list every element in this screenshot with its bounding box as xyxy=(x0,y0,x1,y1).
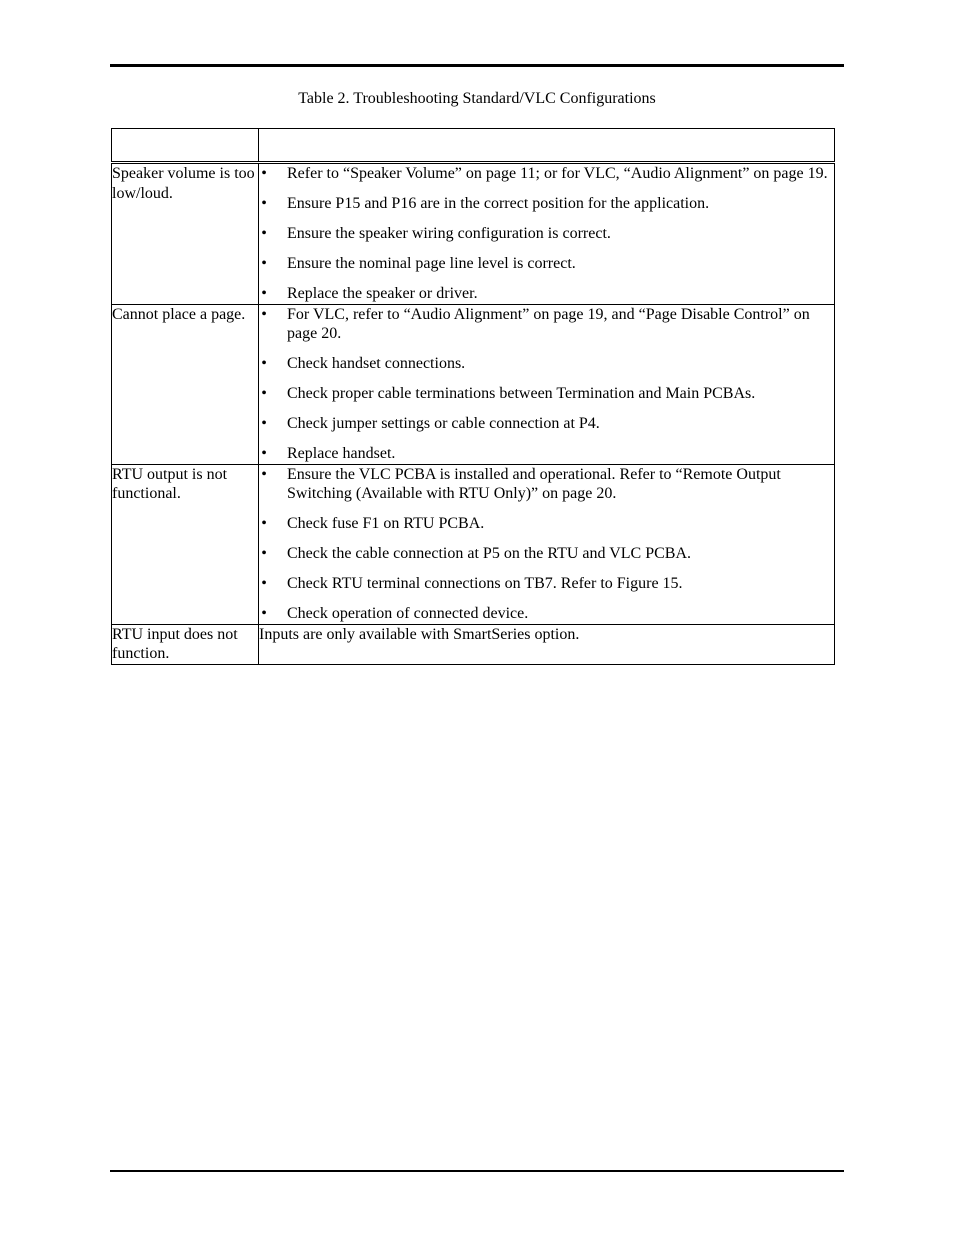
table-row xyxy=(112,304,835,464)
action-item xyxy=(259,604,834,624)
table-caption: Table 2. Troubleshooting Standard/VLC Configurations xyxy=(298,90,656,107)
action-text: Ensure the nominal page line level is correct. xyxy=(287,255,576,272)
table-row xyxy=(112,464,835,624)
table-header-row xyxy=(112,129,835,163)
action-list xyxy=(259,465,834,624)
header-rule xyxy=(110,64,844,67)
action-text: Ensure the speaker wiring configuration is correct. xyxy=(287,225,611,242)
bullet-icon: • xyxy=(261,255,267,272)
actions-cell xyxy=(259,163,835,305)
bullet-icon: • xyxy=(261,305,267,323)
header-cell-action xyxy=(259,129,835,163)
bullet-icon: • xyxy=(261,605,267,622)
action-item xyxy=(259,384,834,404)
action-text: Ensure the VLC PCBA is installed and operational. Refer to “Remote Output Switching (Available with RTU Only)” on page 20. xyxy=(287,465,781,502)
bullet-icon: • xyxy=(261,545,267,562)
action-text: Ensure P15 and P16 are in the correct position for the application. xyxy=(287,195,710,212)
table-row xyxy=(112,624,835,664)
action-text: Check proper cable terminations between Termination and Main PCBAs. xyxy=(287,385,756,402)
bullet-icon: • xyxy=(261,355,267,372)
action-item xyxy=(259,254,834,274)
action-item xyxy=(259,194,834,214)
bullet-icon: • xyxy=(261,575,267,592)
symptom-cell: Speaker volume is too low/loud. xyxy=(112,163,259,305)
symptom-cell: RTU output is not functional. xyxy=(112,464,259,624)
action-text: Check handset connections. xyxy=(287,355,466,372)
action-item xyxy=(259,444,834,464)
action-text: Refer to “Speaker Volume” on page 11; or for VLC, “Audio Alignment” on page 19. xyxy=(287,165,828,182)
table-row xyxy=(112,163,835,305)
action-text: Check operation of connected device. xyxy=(287,605,529,622)
action-list xyxy=(259,305,834,464)
footer-rule xyxy=(110,1170,844,1172)
bullet-icon: • xyxy=(261,445,267,462)
action-text: For VLC, refer to “Audio Alignment” on page 19, and “Page Disable Control” on page 20. xyxy=(287,305,810,342)
action-text: Replace handset. xyxy=(287,445,396,462)
action-item xyxy=(259,465,834,504)
action-text: Check jumper settings or cable connection at P4. xyxy=(287,415,600,432)
action-item xyxy=(259,164,834,184)
action-item xyxy=(259,305,834,344)
action-item xyxy=(259,354,834,374)
action-item xyxy=(259,544,834,564)
action-text: Check fuse F1 on RTU PCBA. xyxy=(287,515,485,532)
bullet-icon: • xyxy=(261,415,267,432)
actions-cell xyxy=(259,304,835,464)
action-item xyxy=(259,224,834,244)
action-text: Replace the speaker or driver. xyxy=(287,285,478,302)
action-item xyxy=(259,514,834,534)
bullet-icon: • xyxy=(261,225,267,242)
action-item xyxy=(259,414,834,434)
action-item xyxy=(259,284,834,304)
symptom-cell: RTU input does not function. xyxy=(112,624,259,664)
bullet-icon: • xyxy=(261,285,267,302)
action-text: Check RTU terminal connections on TB7. Refer to Figure 15. xyxy=(287,575,683,592)
action-item xyxy=(259,574,834,594)
bullet-icon: • xyxy=(261,465,267,483)
troubleshooting-table xyxy=(111,128,835,665)
bullet-icon: • xyxy=(261,165,267,182)
header-cell-symptom xyxy=(112,129,259,163)
symptom-cell: Cannot place a page. xyxy=(112,304,259,464)
action-list xyxy=(259,164,834,304)
bullet-icon: • xyxy=(261,385,267,402)
actions-cell xyxy=(259,464,835,624)
bullet-icon: • xyxy=(261,195,267,212)
action-text: Check the cable connection at P5 on the RTU and VLC PCBA. xyxy=(287,545,692,562)
bullet-icon: • xyxy=(261,515,267,532)
actions-cell: Inputs are only available with SmartSeries option. xyxy=(259,624,835,664)
